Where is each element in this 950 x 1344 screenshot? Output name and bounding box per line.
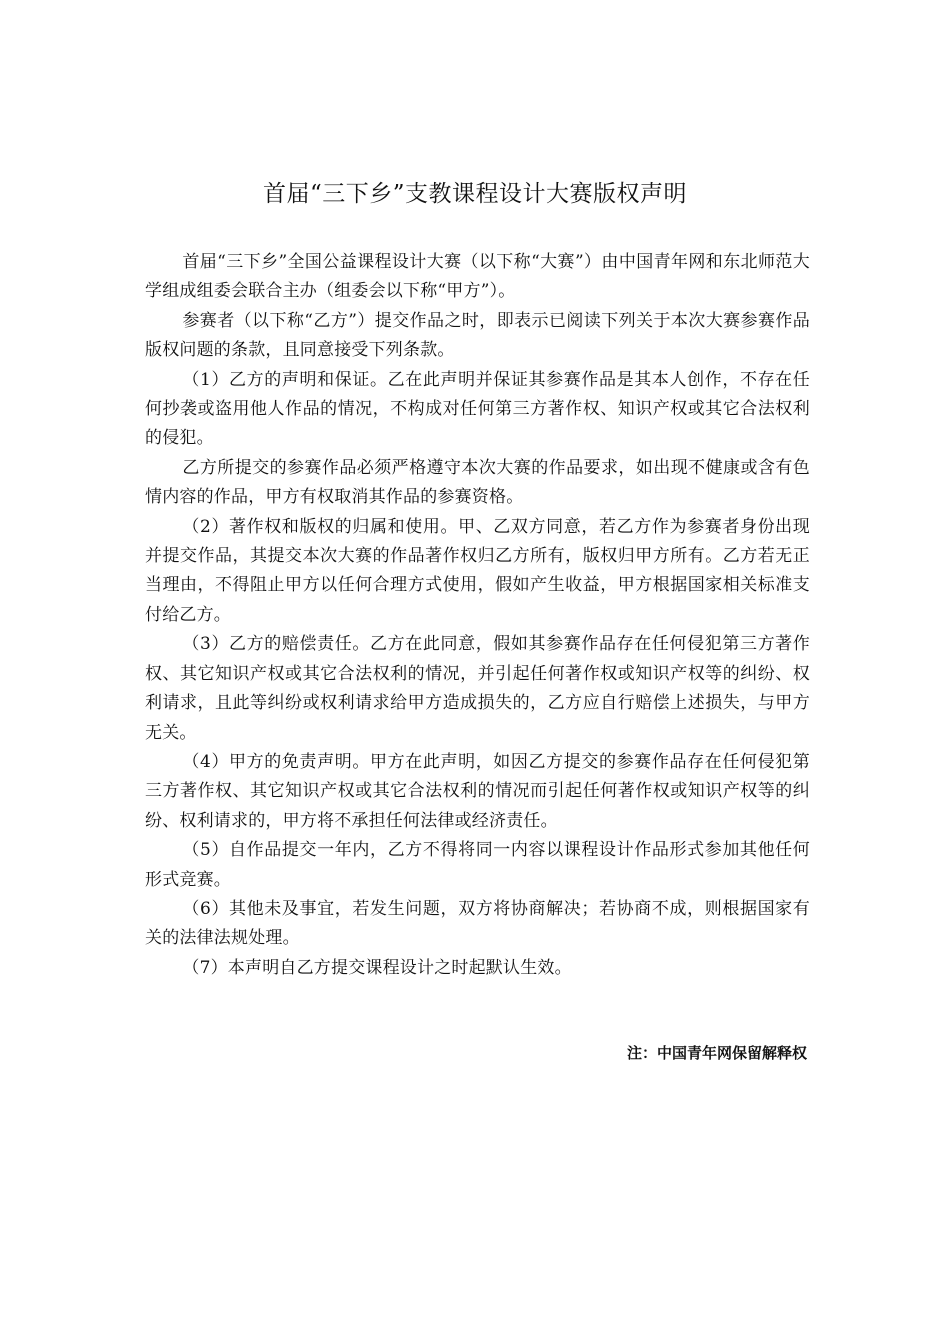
paragraph-clause-2: （2）著作权和版权的归属和使用。甲、乙双方同意，若乙方作为参赛者身份出现并提交作品，其提交本次大赛的作品著作权归乙方所有，版权归甲方所有。乙方若无正当理由，不得阻止甲方以任何合理方式使用，假如产生收益，甲方根据国家相关标准支付给乙方。 (145, 516, 810, 625)
paragraph-participant: 参赛者（以下称“乙方”）提交作品之时，即表示已阅读下列关于本次大赛参赛作品版权问题的条款，且同意接受下列条款。 (145, 310, 810, 361)
paragraph-intro: 首届“三下乡”全国公益课程设计大赛（以下称“大赛”）由中国青年网和东北师范大学组成组委会联合主办（组委会以下称“甲方”）。 (145, 252, 810, 302)
paragraph-clause-1: （1）乙方的声明和保证。乙在此声明并保证其参赛作品是其本人创作，不存在任何抄袭或盗用他人作品的情况，不构成对任何第三方著作权、知识产权或其它合法权利的侵犯。 (145, 369, 810, 449)
paragraph-clause-4: （4）甲方的免责声明。甲方在此声明，如因乙方提交的参赛作品存在任何侵犯第三方著作权、其它知识产权或其它合法权利的情况而引起任何著作权或知识产权等的纠纷、权利请求的，甲方将不承担任何法律或经济责任。 (145, 751, 810, 831)
paragraph-clause-3: （3）乙方的赔偿责任。乙方在此同意，假如其参赛作品存在任何侵犯第三方著作权、其它知识产权或其它合法权利的情况，并引起任何著作权或知识产权等的纠纷、权利请求，且此等纠纷或权利请求给甲方造成损失的，乙方应自行赔偿上述损失，与甲方无关。 (145, 634, 810, 743)
document-title: 首届“三下乡”支教课程设计大赛版权声明 (262, 181, 688, 207)
paragraph-clause-7: （7）本声明自乙方提交课程设计之时起默认生效。 (182, 957, 572, 978)
paragraph-clause-5: （5）自作品提交一年内，乙方不得将同一内容以课程设计作品形式参加其他任何形式竞赛。 (145, 840, 810, 890)
interpretation-note: 注：中国青年网保留解释权 (626, 1044, 807, 1062)
paragraph-clause-1-continued: 乙方所提交的参赛作品必须严格遵守本次大赛的作品要求，如出现不健康或含有色情内容的作品，甲方有权取消其作品的参赛资格。 (145, 457, 810, 508)
document-body (145, 248, 810, 983)
paragraph-clause-6: （6）其他未及事宜，若发生问题，双方将协商解决；若协商不成，则根据国家有关的法律法规处理。 (145, 898, 810, 949)
